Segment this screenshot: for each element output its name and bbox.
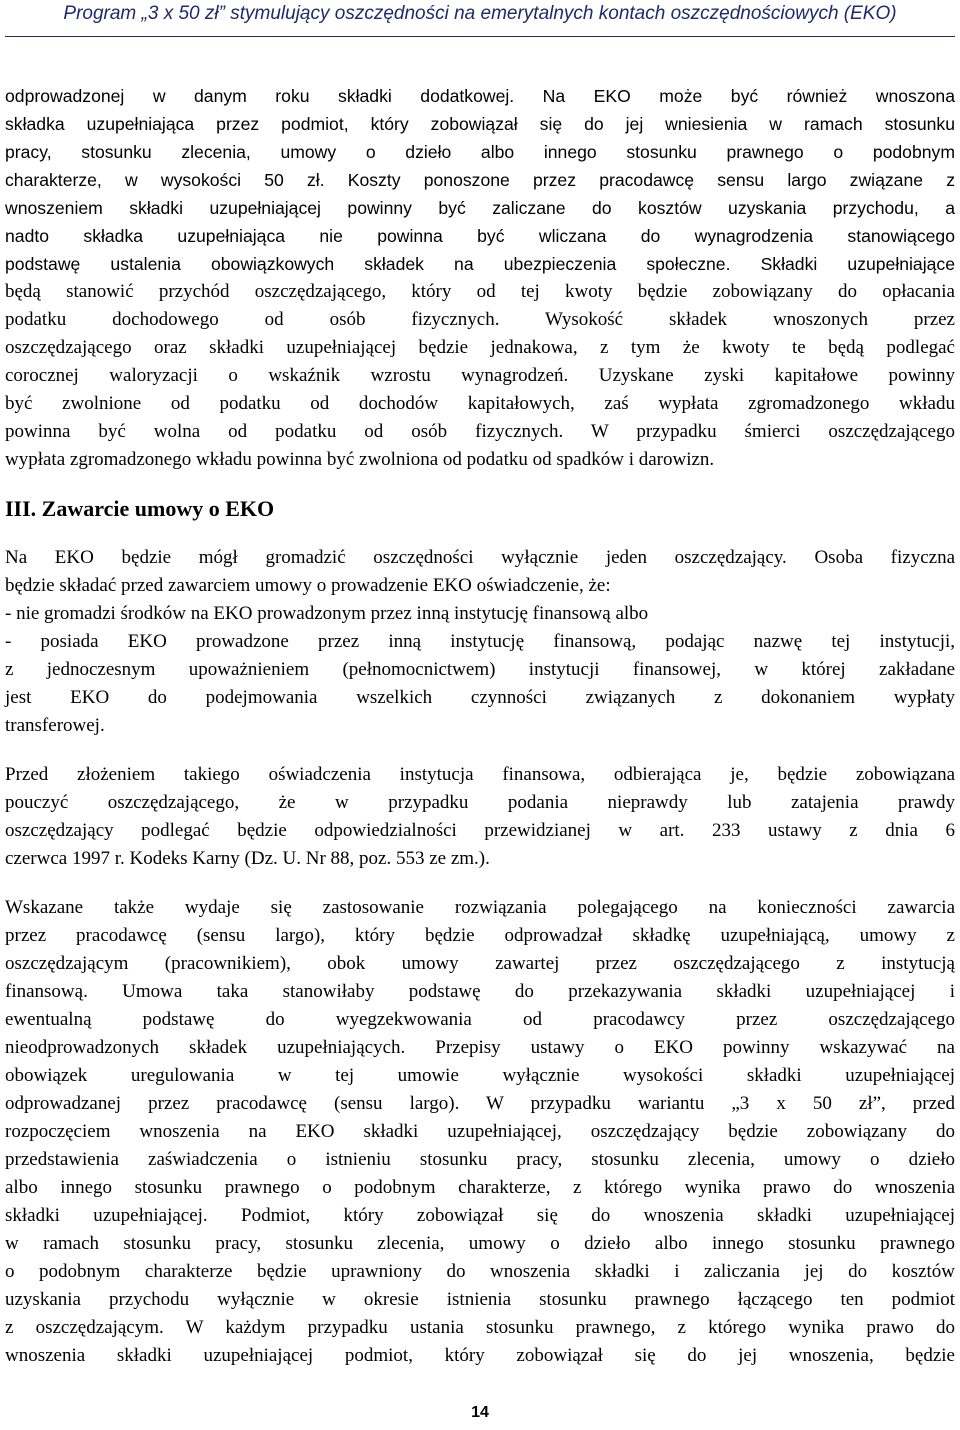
text-line: Wskazane także wydaje się zastosowanie rozwiązania polegającego na konieczności zawarcia bbox=[5, 897, 955, 918]
page-number: 14 bbox=[471, 1404, 489, 1421]
text-line: obowiązek uregulowania w tej umowie wyłącznie wysokości składki uzupełniającej bbox=[5, 1065, 955, 1086]
running-header: Program „3 x 50 zł” stymulujący oszczędności na emerytalnych kontach oszczędnościowych (EKO) bbox=[63, 3, 897, 24]
text-line: powinna być wolna od podatku od osób fizycznych. W przypadku śmierci oszczędzającego bbox=[5, 421, 955, 442]
text-line: rozpoczęciem wnoszenia na EKO składki uzupełniającej, oszczędzający będzie zobowiązany do bbox=[5, 1121, 955, 1142]
text-line: transferowej. bbox=[5, 715, 105, 736]
text-line: będzie składać przed zawarciem umowy o prowadzenie EKO oświadczenie, że: bbox=[5, 575, 611, 596]
document-body bbox=[5, 82, 955, 1370]
text-line: oszczędzającego oraz składki uzupełniającej będzie jednakowa, z tym że kwoty te będą podlegać bbox=[5, 337, 955, 358]
text-line: nadto składka uzupełniająca nie powinna być wliczana do wynagrodzenia stanowiącego bbox=[5, 226, 955, 246]
text-line: czerwca 1997 r. Kodeks Karny (Dz. U. Nr 88, poz. 553 ze zm.). bbox=[5, 848, 490, 869]
spacer bbox=[5, 474, 955, 494]
text-line: z oszczędzającym. W każdym przypadku ustania stosunku prawnego, z którego wynika prawo do bbox=[5, 1317, 955, 1338]
text-line: składki uzupełniającej. Podmiot, który zobowiązał się do wnoszenia składki uzupełniającej bbox=[5, 1205, 955, 1226]
text-line: składka uzupełniająca przez podmiot, który zobowiązał się do jej wniesienia w ramach stosunku bbox=[5, 114, 955, 134]
text-line: podstawę ustalenia obowiązkowych składek na ubezpieczenia społeczne. Składki uzupełniające bbox=[5, 254, 955, 274]
paragraph-employer-agreement bbox=[5, 894, 955, 1370]
list-item: - nie gromadzi środków na EKO prowadzonym przez inną instytucję finansową albo bbox=[5, 603, 649, 624]
spacer bbox=[5, 740, 955, 761]
text-line: oszczędzającym (pracownikiem), obok umowy zawartej przez oszczędzającego z instytucją bbox=[5, 953, 955, 974]
list-item: - posiada EKO prowadzone przez inną instytucję finansową, podając nazwę tej instytucji, bbox=[5, 631, 955, 652]
text-line: finansową. Umowa taka stanowiłaby podstawę do przekazywania składki uzupełniającej i bbox=[5, 981, 955, 1002]
text-line: Przed złożeniem takiego oświadczenia instytucja finansowa, odbierająca je, będzie zobowiązana bbox=[5, 764, 955, 785]
text-line: uzyskania przychodu wyłącznie w okresie istnienia stosunku prawnego łączącego ten podmiot bbox=[5, 1289, 955, 1310]
text-line: wypłata zgromadzonego wkładu powinna być zwolniona od podatku od spadków i darowizn. bbox=[5, 449, 715, 470]
text-line: pouczyć oszczędzającego, że w przypadku podania nieprawdy lub zatajenia prawdy bbox=[5, 792, 955, 813]
spacer bbox=[5, 873, 955, 894]
header-divider bbox=[5, 36, 955, 37]
text-line: będą stanowić przychód oszczędzającego, który od tej kwoty będzie zobowiązany do opłacania bbox=[5, 281, 955, 302]
section-heading: III. Zawarcie umowy o EKO bbox=[5, 496, 275, 521]
text-line: nieodprowadzonych składek uzupełniających. Przepisy ustawy o EKO powinny wskazywać na bbox=[5, 1037, 955, 1058]
text-line: Na EKO będzie mógł gromadzić oszczędności wyłącznie jeden oszczędzający. Osoba fizyczna bbox=[5, 547, 955, 568]
text-line: odprowadzanej przez pracodawcę (sensu largo). W przypadku wariantu „3 x 50 zł”, przed bbox=[5, 1093, 955, 1114]
text-line: odprowadzonej w danym roku składki dodatkowej. Na EKO może być również wnoszona bbox=[5, 86, 955, 106]
text-line: jest EKO do podejmowania wszelkich czynności związanych z dokonaniem wypłaty bbox=[5, 687, 955, 708]
text-line: oszczędzający podlegać będzie odpowiedzialności przewidzianej w art. 233 ustawy z dnia 6 bbox=[5, 820, 955, 841]
text-line: z jednoczesnym upoważnieniem (pełnomocnictwem) instytucji finansowej, w której zakładane bbox=[5, 659, 955, 680]
spacer bbox=[5, 524, 955, 544]
text-line: w ramach stosunku pracy, stosunku zlecenia, umowy o dzieło albo innego stosunku prawnego bbox=[5, 1233, 955, 1254]
text-line: o podobnym charakterze będzie uprawniony do wnoszenia składki i zaliczania jej do kosztów bbox=[5, 1261, 955, 1282]
paragraph-declaration bbox=[5, 544, 955, 740]
text-line: pracy, stosunku zlecenia, umowy o dzieło albo innego stosunku prawnego o podobnym bbox=[5, 142, 955, 162]
text-line: podatku dochodowego od osób fizycznych. Wysokość składek wnoszonych przez bbox=[5, 309, 955, 330]
text-line: ewentualną podstawę do wyegzekwowania od pracodawcy przez oszczędzającego bbox=[5, 1009, 955, 1030]
text-line: być zwolnione od podatku od dochodów kapitałowych, zaś wypłata zgromadzonego wkładu bbox=[5, 393, 955, 414]
text-line: charakterze, w wysokości 50 zł. Koszty ponoszone przez pracodawcę sensu largo związane z bbox=[5, 170, 955, 190]
text-line: wnoszeniem składki uzupełniającej powinny być zaliczane do kosztów uzyskania przychodu, a bbox=[5, 198, 955, 218]
text-line: albo innego stosunku prawnego o podobnym charakterze, z którego wynika prawo do wnoszenia bbox=[5, 1177, 955, 1198]
paragraph-instruction bbox=[5, 761, 955, 873]
text-line: wnoszenia składki uzupełniającej podmiot, który zobowiązał się do jej wnoszenia, będzie bbox=[5, 1345, 955, 1366]
text-line: przez pracodawcę (sensu largo), który będzie odprowadzał składkę uzupełniającą, umowy z bbox=[5, 925, 955, 946]
paragraph-contributions bbox=[5, 82, 955, 474]
text-line: corocznej waloryzacji o wskaźnik wzrostu wynagrodzeń. Uzyskane zyski kapitałowe powinny bbox=[5, 365, 955, 386]
text-line: przedstawienia zaświadczenia o istnieniu stosunku pracy, stosunku zlecenia, umowy o dzieło bbox=[5, 1149, 955, 1170]
